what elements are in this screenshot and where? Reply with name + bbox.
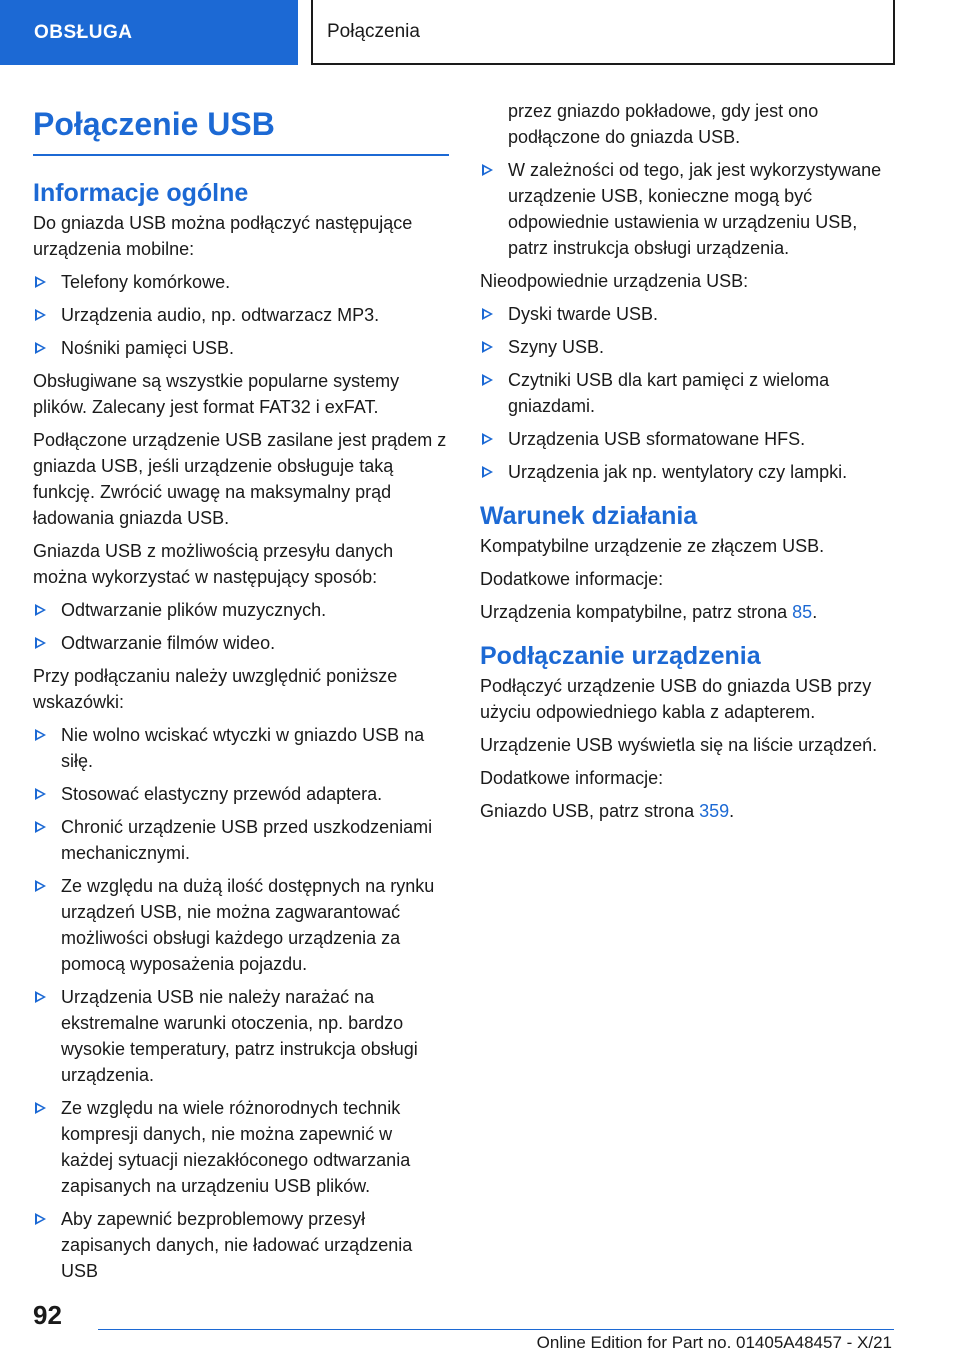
- heading-connecting-device: Podłączanie urządzenia: [480, 642, 761, 670]
- right-column: [480, 98, 900, 831]
- bullet-triangle-icon: [35, 637, 46, 649]
- bullet-triangle-icon: [35, 880, 46, 892]
- paragraph: Gniazdo USB, patrz strona 359.: [480, 801, 735, 821]
- paragraph: Przy podłączaniu należy uwzględnić poniższe wskazówki:: [33, 666, 398, 712]
- list-item-continuation: przez gniazdo pokładowe, gdy jest ono podłączone do gniazda USB.: [508, 101, 819, 147]
- bullet-triangle-icon: [482, 374, 493, 386]
- footer-edition: Online Edition for Part no. 01405A48457 - X/21: [536, 1333, 892, 1352]
- list-item: Czytniki USB dla kart pamięci z wieloma gniazdami.: [480, 367, 900, 419]
- paragraph: Dodatkowe informacje:: [480, 768, 664, 788]
- list-item: Urządzenia USB nie należy narażać na ekstremalne warunki otoczenia, np. bardzo wysokie temperatury, patrz instrukcja obsługi urządzenia.: [33, 984, 449, 1088]
- paragraph: Obsługiwane są wszystkie popularne systemy plików. Zalecany jest format FAT32 i exFAT.: [33, 371, 400, 417]
- list-item: Urządzenia audio, np. odtwarzacz MP3.: [33, 302, 449, 328]
- bullet-triangle-icon: [35, 788, 46, 800]
- list-item: Stosować elastyczny przewód adaptera.: [33, 781, 449, 807]
- left-column: [33, 100, 449, 1291]
- paragraph: Kompatybilne urządzenie ze złączem USB.: [480, 536, 825, 556]
- paragraph: Urządzenie USB wyświetla się na liście urządzeń.: [480, 735, 878, 755]
- list-item: Odtwarzanie plików muzycznych.: [33, 597, 449, 623]
- list-item: Odtwarzanie filmów wideo.: [33, 630, 449, 656]
- list-item: Nie wolno wciskać wtyczki w gniazdo USB na siłę.: [33, 722, 449, 774]
- list-item: Chronić urządzenie USB przed uszkodzeniami mechanicznymi.: [33, 814, 449, 866]
- paragraph: Podłączone urządzenie USB zasilane jest prądem z gniazda USB, jeśli urządzenie obsługuje taką funkcję. Zwrócić uwagę na maksymalny prąd ładowania gniazda USB.: [33, 430, 447, 528]
- chapter-tab-label: OBSŁUGA: [34, 21, 133, 43]
- bullet-triangle-icon: [482, 433, 493, 445]
- list-item: W zależności od tego, jak jest wykorzystywane urządzenie USB, konieczne mogą być odpowiednie ustawienia w urządzeniu USB, patrz instrukcja obsługi urządzenia.: [480, 157, 900, 261]
- bullet-triangle-icon: [35, 729, 46, 741]
- list-item: Szyny USB.: [480, 334, 900, 360]
- paragraph: Dodatkowe informacje:: [480, 569, 664, 589]
- bullet-triangle-icon: [35, 604, 46, 616]
- paragraph: Podłączyć urządzenie USB do gniazda USB przy użyciu odpowiedniego kabla z adapterem.: [480, 676, 872, 722]
- bullet-triangle-icon: [35, 276, 46, 288]
- page-title: Połączenie USB: [33, 100, 449, 156]
- list-supported-devices: [33, 269, 449, 361]
- bullet-triangle-icon: [35, 1213, 46, 1225]
- list-item: Dyski twarde USB.: [480, 301, 900, 327]
- bullet-triangle-icon: [482, 308, 493, 320]
- list-item: Urządzenia jak np. wentylatory czy lampki.: [480, 459, 900, 485]
- list-item: Urządzenia USB sformatowane HFS.: [480, 426, 900, 452]
- page-reference-link[interactable]: 85: [792, 602, 813, 622]
- list-item: Telefony komórkowe.: [33, 269, 449, 295]
- chapter-tab: [0, 0, 298, 65]
- section-header: [311, 0, 895, 65]
- section-header-label: Połączenia: [327, 20, 420, 42]
- page-reference-link[interactable]: 359: [699, 801, 730, 821]
- heading-operating-condition: Warunek działania: [480, 502, 698, 530]
- bullet-triangle-icon: [35, 342, 46, 354]
- paragraph: Do gniazda USB można podłączyć następujące urządzenia mobilne:: [33, 213, 413, 259]
- list-unsuitable-devices: [480, 301, 900, 485]
- page-number: 92: [33, 1300, 62, 1330]
- heading-general-info: Informacje ogólne: [33, 179, 249, 207]
- footer-divider: [98, 1329, 894, 1330]
- list-item: Aby zapewnić bezproblemowy przesył zapisanych danych, nie ładować urządzenia USB: [33, 1206, 449, 1284]
- bullet-triangle-icon: [35, 821, 46, 833]
- paragraph: Urządzenia kompatybilne, patrz strona 85.: [480, 602, 818, 622]
- list-notes-continued: [480, 157, 900, 261]
- paragraph: Gniazda USB z możliwością przesyłu danych można wykorzystać w następujący sposób:: [33, 541, 394, 587]
- bullet-triangle-icon: [482, 164, 493, 176]
- list-usage: [33, 597, 449, 656]
- bullet-triangle-icon: [35, 309, 46, 321]
- list-item: Ze względu na wiele różnorodnych technik kompresji danych, nie można zapewnić w każdej sytuacji niezakłóconego odtwarzania zapisanych na urządzeniu USB plików.: [33, 1095, 449, 1199]
- list-notes: [33, 722, 449, 1284]
- bullet-triangle-icon: [35, 1102, 46, 1114]
- list-item: Ze względu na dużą ilość dostępnych na rynku urządzeń USB, nie można zagwarantować możliwości obsługi każdego urządzenia za pomocą wyposażenia pojazdu.: [33, 873, 449, 977]
- bullet-triangle-icon: [482, 466, 493, 478]
- bullet-triangle-icon: [35, 991, 46, 1003]
- paragraph: Nieodpowiednie urządzenia USB:: [480, 271, 749, 291]
- bullet-triangle-icon: [482, 341, 493, 353]
- list-item: Nośniki pamięci USB.: [33, 335, 449, 361]
